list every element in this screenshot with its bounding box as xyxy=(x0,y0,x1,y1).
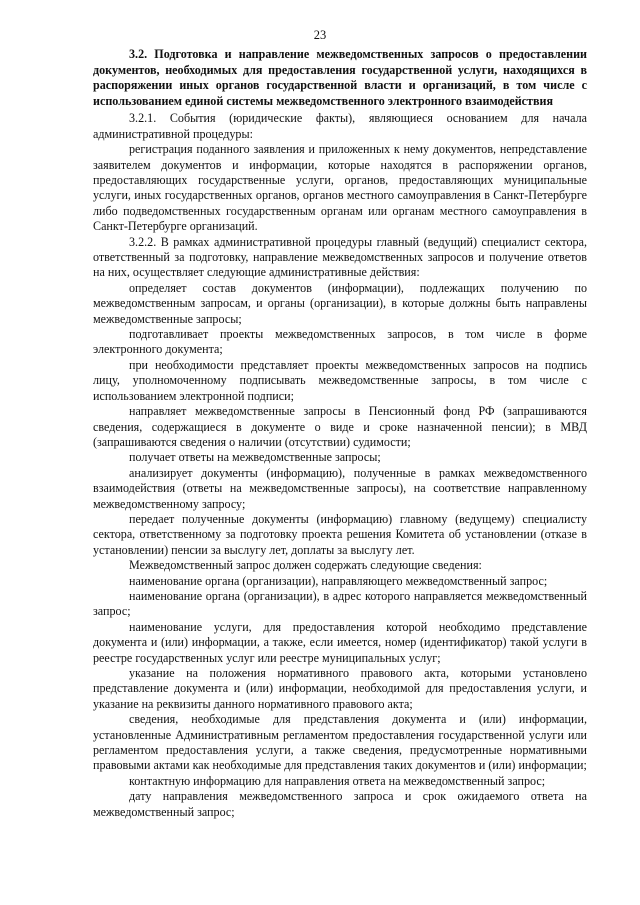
paragraph: сведения, необходимые для представления документа и (или) информации, установленные Административным регламентом предоставления государственной услуги или регламентом предоставления услуги, а также сведения, предусмотренные нормативными правовыми актами как необходимые для представления таких документов и (или) информации; xyxy=(93,712,587,773)
paragraph: наименование услуги, для предоставления которой необходимо представление документа и (или) информации, а также, если имеется, номер (идентификатор) такой услуги в реестре государственных услуг или реестре муниципальных услуг; xyxy=(93,619,587,665)
paragraph: регистрация поданного заявления и приложенных к нему документов, непредставление заявителем документов и информации, которые находятся в распоряжении органов, предоставляющих государственные услуги, органов, предоставляющих муниципальные услуги, иных государственных органов, органов местного самоуправления в Санкт-Петербурге либо подведомственных государственным органам или органам местного самоуправления в Санкт-Петербурге организаций. xyxy=(93,142,587,234)
page-number: 23 xyxy=(313,28,327,42)
paragraph: подготавливает проекты межведомственных запросов, в том числе в форме электронного документа; xyxy=(93,327,587,357)
paragraph: наименование органа (организации), в адрес которого направляется межведомственный запрос; xyxy=(93,588,587,619)
paragraph: получает ответы на межведомственные запросы; xyxy=(129,450,381,465)
document-body xyxy=(93,47,587,820)
paragraph: дату направления межведомственного запроса и срок ожидаемого ответа на межведомственный запрос; xyxy=(93,789,587,819)
paragraph: наименование органа (организации), направляющего межведомственный запрос; xyxy=(129,573,548,588)
paragraph: 3.2.2. В рамках административной процедуры главный (ведущий) специалист сектора, ответственный за подготовку, направление межведомственных запросов и получение ответов на них, осуществляет следующие административные действия: xyxy=(93,234,587,280)
paragraph: передает полученные документы (информацию) главному (ведущему) специалисту сектора, ответственному за подготовку проекта решения Комитета об установлении (отказе в установлении) пенсии за выслугу лет, доплаты за выслугу лет. xyxy=(93,511,587,557)
paragraph: направляет межведомственные запросы в Пенсионный фонд РФ (запрашиваются сведения, содержащиеся в документе о виде и сроке назначенной пенсии); в МВД (запрашиваются сведения о наличии (отсутствии) судимости; xyxy=(93,404,587,449)
paragraph: определяет состав документов (информации), подлежащих получению по межведомственным запросам, и органы (организации), в которые должны быть направлены межведомственные запросы; xyxy=(93,280,587,326)
section-heading: 3.2. Подготовка и направление межведомственных запросов о предоставлении документов, необходимых для предоставления государственной услуги, находящихся в распоряжении иных органов государственной власти и организаций, в том числе с использованием единой системы межведомственного электронного взаимодействия xyxy=(93,47,587,108)
paragraph: 3.2.1. События (юридические факты), являющиеся основанием для начала административной процедуры: xyxy=(93,111,587,141)
paragraph: контактную информацию для направления ответа на межведомственный запрос; xyxy=(129,773,546,788)
paragraph: анализирует документы (информацию), полученные в рамках межведомственного взаимодействия (ответы на межведомственные запросы), на соответствие направленному межведомственному запросу; xyxy=(93,465,587,511)
paragraph: указание на положения нормативного правового акта, которыми установлено представление документа и (или) информации, необходимой для предоставления услуги, и указание на реквизиты данного нормативного правового акта; xyxy=(93,666,587,711)
paragraph: Межведомственный запрос должен содержать следующие сведения: xyxy=(129,558,482,573)
paragraph: при необходимости представляет проекты межведомственных запросов на подпись лицу, уполномоченному подписывать межведомственные запросы, в том числе с использованием электронной подписи; xyxy=(93,357,587,403)
